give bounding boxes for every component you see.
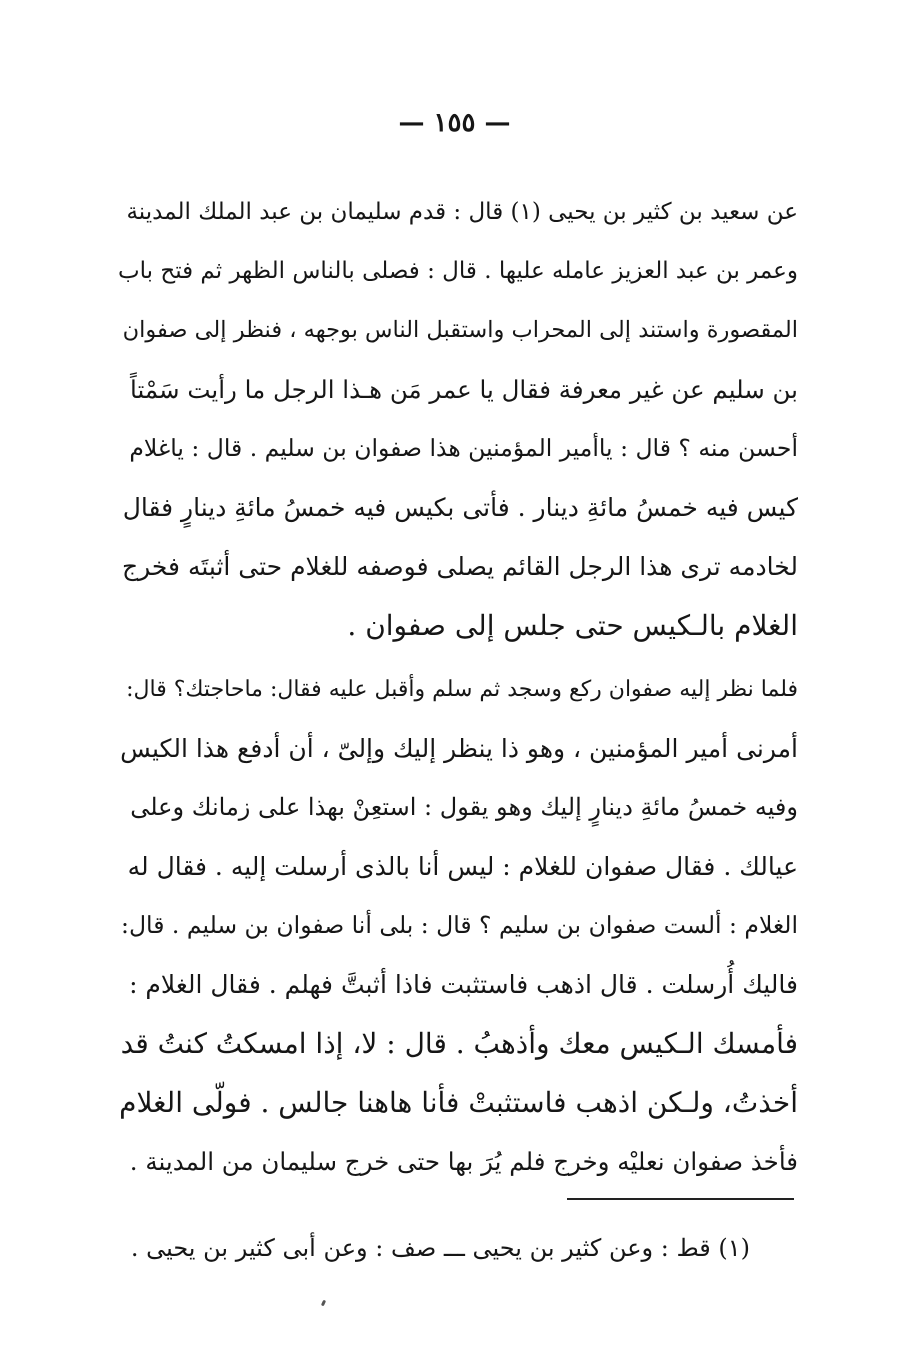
text-line: فاليك أُرسلت . قال اذهب فاستثبت فاذا أثبتَّ فهلم . فقال الغلام :: [129, 970, 798, 999]
text-line: وفيه خمسُ مائةِ دينارٍ إليك وهو يقول : استعِنْ بهذا على زمانك وعلى: [130, 793, 798, 821]
paragraph-1: [118, 183, 798, 655]
text-line: بن سليم عن غير معرفة فقال يا عمر مَن هـذا الرجل ما رأيت سَمْتاً: [130, 375, 798, 404]
text-line: عيالك . فقال صفوان للغلام : ليس أنا بالذى أرسلت إليه . فقال له: [127, 852, 798, 881]
text-line: كيس فيه خمسُ مائةِ دينار . فأتى بكيس فيه خمسُ مائةِ دينارٍ فقال: [122, 493, 798, 522]
text-line: وعمر بن عبد العزيز عامله عليها . قال : فصلى بالناس الظهر ثم فتح باب: [118, 258, 798, 284]
text-line: الغلام : ألست صفوان بن سليم ؟ قال : بلى أنا صفوان بن سليم . قال:: [121, 911, 798, 939]
text-line: الغلام بالـكيس حتى جلس إلى صفوان .: [347, 609, 798, 642]
ink-speck: [321, 1300, 326, 1307]
text-line: فأمسك الـكيس معك وأذهبُ . قال : لا، إذا امسكتُ كنتُ قد: [120, 1027, 798, 1060]
footnote-divider: [567, 1198, 794, 1200]
paragraph-2: [118, 660, 798, 1191]
text-line: أمرنى أمير المؤمنين ، وهو ذا ينظر إليك وإلىّ ، أن أدفع هذا الكيس: [120, 734, 798, 763]
text-line: أخذتُ، ولـكن اذهب فاستثبتْ فأنا هاهنا جالس . فولّى الغلام: [119, 1086, 798, 1119]
text-line: لخادمه ترى هذا الرجل القائم يصلى فوصفه للغلام حتى أثبتَه فخرج: [121, 552, 798, 581]
footnote: (١) قط : وعن كثير بن يحيى ـــ صف : وعن أبى كثير بن يحيى .: [130, 1234, 750, 1262]
text-line: عن سعيد بن كثير بن يحيى (١) قال : قدم سليمان بن عبد الملك المدينة: [126, 199, 798, 225]
text-line: فلما نظر إليه صفوان ركع وسجد ثم سلم وأقبل عليه فقال: ماحاجتك؟ قال:: [126, 677, 798, 702]
text-line: أحسن منه ؟ قال : ياأمير المؤمنين هذا صفوان بن سليم . قال : ياغلام: [129, 434, 798, 462]
text-line: المقصورة واستند إلى المحراب واستقبل الناس بوجهه ، فنظر إلى صفوان: [122, 317, 798, 343]
text-line: فأخذ صفوان نعليْه وخرج فلم يُرَ بها حتى خرج سليمان من المدينة .: [129, 1147, 798, 1176]
page-number: — ١٥٥ —: [398, 108, 511, 138]
